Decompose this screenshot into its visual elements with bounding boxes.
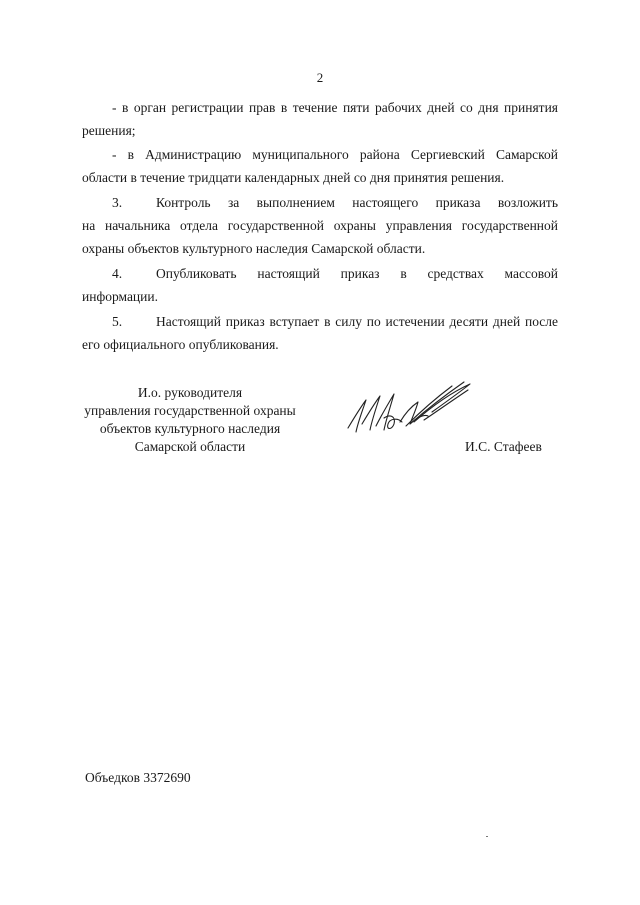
item-text: Контроль за выполнением настоящего приказа возложить — [156, 195, 558, 210]
signatory-title-line: управления государственной охраны — [84, 403, 296, 418]
item-number: 4. — [112, 266, 123, 281]
paragraph-line: области в течение тридцати календарных дней со дня принятия решения. — [82, 170, 505, 185]
item-text: Настоящий приказ вступает в силу по истечении десяти дней после — [156, 314, 558, 329]
paragraph-administration — [82, 143, 558, 189]
paragraph-line — [82, 262, 558, 285]
scan-artifact — [486, 836, 488, 837]
executor-info: Объедков 3372690 — [85, 770, 191, 785]
paragraph-line: на начальника отдела государственной охраны управления государственной — [82, 218, 558, 233]
paragraph-item-3 — [82, 191, 558, 260]
paragraph-line: информации. — [82, 289, 158, 304]
page-number: 2 — [316, 70, 324, 85]
paragraph-line: охраны объектов культурного наследия Самарской области. — [82, 241, 426, 256]
paragraph-line — [82, 191, 558, 214]
signatory-name: И.С. Стафеев — [465, 439, 542, 454]
signatory-title-line: И.о. руководителя — [137, 385, 243, 400]
item-text: Опубликовать настоящий приказ в средствах массовой — [156, 266, 558, 281]
paragraph-registration — [82, 96, 558, 142]
signatory-title-line: Самарской области — [134, 439, 246, 454]
paragraph-line: - в орган регистрации прав в течение пяти рабочих дней со дня принятия — [112, 100, 558, 115]
signatory-title-line: объектов культурного наследия — [99, 421, 281, 436]
paragraph-line: его официального опубликования. — [82, 337, 279, 352]
paragraph-line: решения; — [82, 123, 136, 138]
paragraph-item-5 — [82, 310, 558, 356]
item-number: 5. — [112, 314, 123, 329]
item-number: 3. — [112, 195, 123, 210]
paragraph-item-4 — [82, 262, 558, 308]
paragraph-line — [82, 310, 558, 333]
paragraph-line: - в Администрацию муниципального района Сергиевский Самарской — [112, 147, 558, 162]
signatory-title — [60, 384, 320, 456]
handwritten-signature — [340, 378, 480, 448]
